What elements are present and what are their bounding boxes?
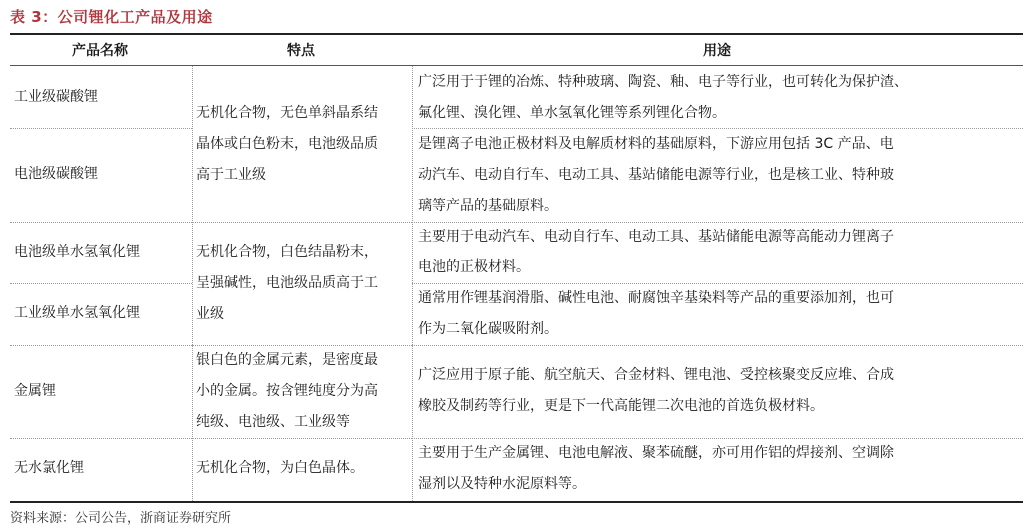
usage-text: 电池的正极材料。	[418, 259, 530, 275]
product-name: 工业级碳酸锂	[14, 89, 98, 105]
usage-text: 动汽车、电动自行车、电动工具、基站储能电源等行业，也是核工业、特种玻	[418, 167, 894, 183]
usage-text: 是锂离子电池正极材料及电解质材料的基础原料，下游应用包括 3C 产品、电	[418, 136, 894, 152]
row-divider	[10, 345, 192, 346]
row-divider	[192, 438, 412, 439]
usage-text: 作为二氧化碳吸附剂。	[418, 321, 558, 337]
usage-text: 广泛用于于锂的冶炼、特种玻璃、陶瓷、釉、电子等行业，也可转化为保护渣、	[418, 74, 908, 90]
column-divider	[192, 66, 193, 501]
bottom-rule	[10, 501, 1023, 503]
feature-text: 无机化合物，无色单斜晶系结	[196, 105, 378, 121]
feature-text: 无机化合物，白色结晶粉末，	[196, 244, 378, 260]
top-rule	[10, 33, 1023, 35]
usage-text: 主要用于电动汽车、电动自行车、电动工具、基站储能电源等高能动力锂离子	[418, 229, 894, 245]
source-note: 资料来源：公司公告，浙商证券研究所	[10, 511, 232, 526]
row-divider	[10, 438, 192, 439]
feature-text: 小的金属。按含锂纯度分为高	[196, 383, 378, 399]
product-name: 电池级碳酸锂	[14, 166, 98, 182]
table-title: 表 3：公司锂化工产品及用途	[10, 8, 213, 26]
feature-text: 无机化合物，为白色晶体。	[196, 460, 364, 476]
product-name: 无水氯化锂	[14, 460, 84, 476]
header-features: 特点	[287, 43, 315, 59]
usage-text: 主要用于生产金属锂、电池电解液、聚苯硫醚，亦可用作铝的焊接剂、空调除	[418, 445, 894, 461]
feature-text: 业级	[196, 306, 224, 322]
usage-text: 橡胶及制药等行业，更是下一代高能锂二次电池的首选负极材料。	[418, 398, 824, 414]
feature-text: 晶体或白色粉末，电池级品质	[196, 136, 378, 152]
product-name: 工业级单水氢氧化锂	[14, 305, 140, 321]
product-name: 金属锂	[14, 383, 56, 399]
feature-text: 银白色的金属元素，是密度最	[196, 352, 378, 368]
feature-text: 高于工业级	[196, 167, 266, 183]
row-divider	[10, 128, 192, 129]
feature-text: 呈强碱性，电池级品质高于工	[196, 275, 378, 291]
product-name: 电池级单水氢氧化锂	[14, 244, 140, 260]
header-usage: 用途	[703, 43, 731, 59]
usage-text: 氟化锂、溴化锂、单水氢氧化锂等系列锂化合物。	[418, 105, 726, 121]
row-divider	[10, 222, 192, 223]
row-divider	[412, 345, 1023, 346]
usage-text: 湿剂以及特种水泥原料等。	[418, 476, 586, 492]
feature-text: 纯级、电池级、工业级等	[196, 414, 350, 430]
row-divider	[10, 283, 192, 284]
row-divider	[192, 222, 412, 223]
header-product-name: 产品名称	[72, 43, 128, 59]
header-rule	[10, 65, 1023, 66]
usage-text: 广泛应用于原子能、航空航天、合金材料、锂电池、受控核聚变反应堆、合成	[418, 367, 894, 383]
usage-text: 通常用作锂基润滑脂、碱性电池、耐腐蚀辛基染料等产品的重要添加剂，也可	[418, 290, 894, 306]
usage-text: 璃等产品的基础原料。	[418, 198, 558, 214]
